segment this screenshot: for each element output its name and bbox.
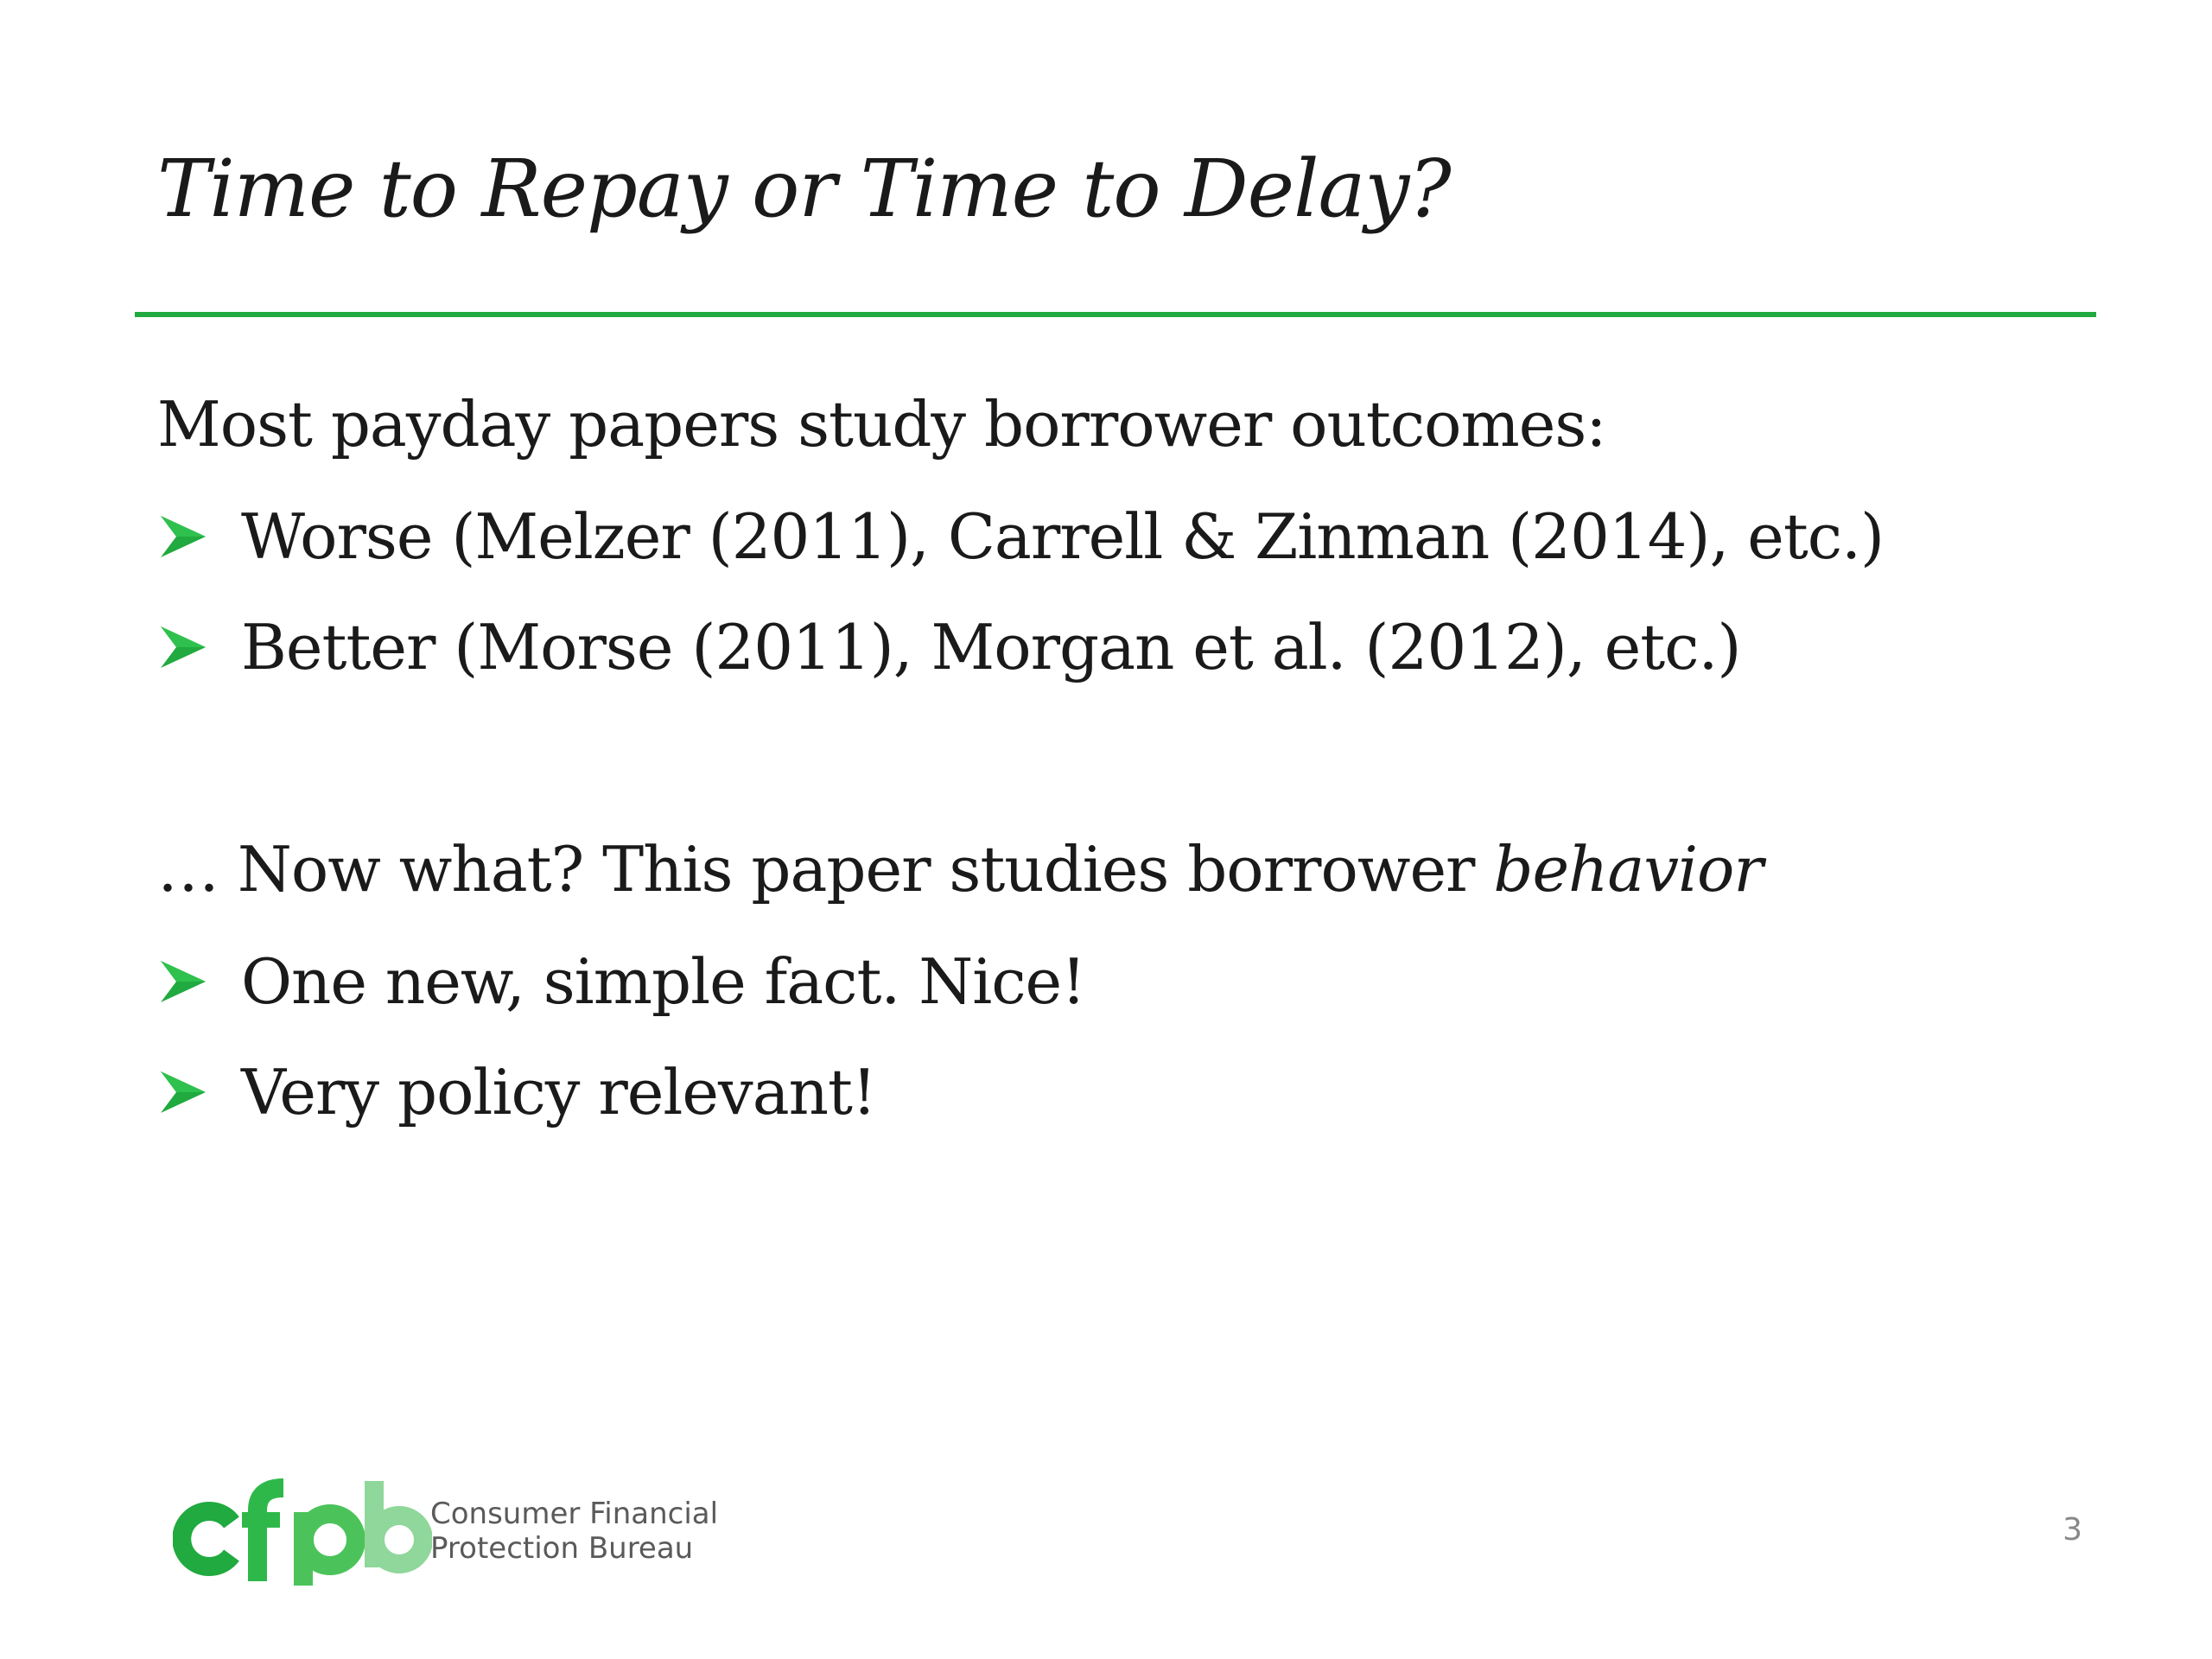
- cfpb-logo: [173, 1469, 432, 1590]
- logo-wordmark: [430, 1497, 718, 1566]
- section2-lead: [157, 833, 1763, 906]
- page-number: 3: [2063, 1512, 2082, 1548]
- arrow-bullet-icon: [157, 621, 209, 673]
- section2-lead-emphasis: behavior: [1493, 833, 1763, 906]
- bullet-text: Very policy relevant!: [241, 1056, 876, 1128]
- slide-title: Time to Repay or Time to Delay?: [157, 143, 1451, 235]
- arrow-bullet-icon: [157, 956, 209, 1007]
- bullet-text: One new, simple fact. Nice!: [241, 945, 1086, 1018]
- bullet-text: Better (Morse (2011), Morgan et al. (2012), etc.): [241, 611, 1741, 683]
- arrow-bullet-icon: [157, 1066, 209, 1118]
- bullet-text: Worse (Melzer (2011), Carrell & Zinman (2014), etc.): [241, 500, 1885, 573]
- title-divider: [135, 312, 2096, 317]
- logo-line-1: Consumer Financial: [430, 1497, 719, 1531]
- section1-lead: Most payday papers study borrower outcomes:: [157, 388, 1606, 461]
- section2-lead-prefix: … Now what? This paper studies borrower: [157, 833, 1494, 906]
- logo-line-2: Protection Bureau: [430, 1531, 694, 1566]
- arrow-bullet-icon: [157, 511, 209, 563]
